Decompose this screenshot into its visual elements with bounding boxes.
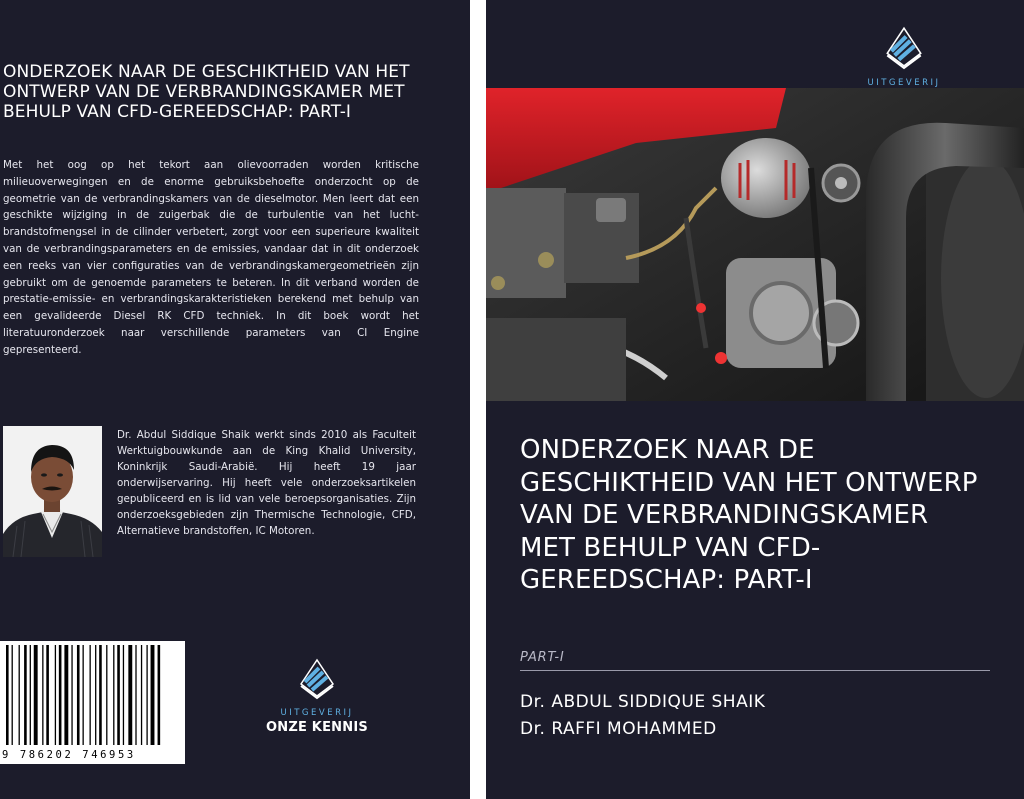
barcode-bar	[113, 645, 114, 745]
author-bio: Dr. Abdul Siddique Shaik werkt sinds 2010 als Faculteit Werktuigbouwkunde aan de King Khalid University, Koninkrijk Saudi-Arabië. Hij heeft 19 jaar onderwijservaring. Hij heeft vele onderzoeksartikelen gepubliceerd en is lid van vele beroepsorganisaties. Zijn onderzoeksgebieden zijn Thermische Technologie, CFD, Alternatieve brandstoffen, IC Motoren.	[117, 429, 416, 537]
back-cover-description: Met het oog op het tekort aan olievoorraden worden kritische milieuoverwegingen en de enorme gebruiksbehoefte onderzocht op de geometrie van de verbrandingskamers van de dieselmotor. Men leert dat een geschikte wijziging in de zuigerbak die de turbulentie van het lucht-brandstofmengsel in de cilinder verbetert, zorgt voor een superieure kwaliteit van de verbrandingsparameters en de emissies, vandaar dat in dit onderzoek een reeks van vier configuraties van de verbrandingskamergeometrieën zijn gebruikt om de genoemde parameters te beteren. In dit verband worden de prestatie-emissie- en verbrandingskarakteristieken berekend met behulp van een gevalideerde Diesel RK CFD techniek. In dit boek wordt het literatuuronderzoek naar verschillende parameters van CI Engine gepresenteerd.	[3, 159, 419, 356]
engine-photo	[486, 88, 1024, 401]
barcode-bar	[128, 645, 132, 745]
publisher-small-label: UITGEVERIJ	[867, 78, 941, 88]
barcode-bar	[123, 645, 124, 745]
back-publisher-logo	[262, 656, 372, 735]
front-cover	[486, 0, 1024, 799]
barcode-bar	[99, 645, 102, 745]
barcode-bar	[19, 645, 20, 745]
barcode-bar	[34, 645, 38, 745]
barcode-bar	[141, 645, 142, 745]
isbn-digits: 9 786202 746953	[2, 749, 136, 761]
barcode-bar	[59, 645, 62, 745]
barcode-bar	[135, 645, 136, 745]
barcode-bar	[6, 645, 9, 745]
front-cover-subtitle: PART-I	[520, 650, 565, 665]
barcode-bar	[64, 645, 68, 745]
author-photo	[3, 426, 102, 557]
barcode-bar	[106, 645, 107, 745]
publisher-logo-icon	[295, 656, 339, 700]
back-cover-title: ONDERZOEK NAAR DE GESCHIKTHEID VAN HET ONTWERP VAN DE VERBRANDINGSKAMER MET BEHULP VAN CFD-GEREEDSCHAP: PART-I	[3, 62, 410, 122]
barcode-bar	[12, 645, 13, 745]
author-name-2: Dr. RAFFI MOHAMMED	[520, 719, 717, 739]
publisher-logo-icon	[881, 24, 927, 70]
title-divider	[520, 670, 990, 671]
barcode-bar	[71, 645, 72, 745]
barcode-bar	[117, 645, 120, 745]
barcode-bar	[55, 645, 56, 745]
barcode-bar	[77, 645, 80, 745]
barcode-bar	[146, 645, 147, 745]
barcode-bar	[90, 645, 91, 745]
barcode-bar	[46, 645, 49, 745]
barcode-bar	[30, 645, 31, 745]
isbn-barcode	[0, 641, 185, 764]
book-spine	[470, 0, 486, 799]
barcode-bar	[95, 645, 96, 745]
publisher-name: ONZE KENNIS	[266, 720, 368, 735]
front-cover-title: ONDERZOEK NAAR DE GESCHIKTHEID VAN HET ONTWERP VAN DE VERBRANDINGSKAMER MET BEHULP VAN CFD-GEREEDSCHAP: PART-I	[520, 435, 978, 596]
barcode-bar	[83, 645, 84, 745]
back-cover	[0, 0, 470, 799]
barcode-bar	[24, 645, 27, 745]
barcode-bar	[151, 645, 155, 745]
publisher-small-label: UITGEVERIJ	[280, 708, 354, 718]
author-name-1: Dr. ABDUL SIDDIQUE SHAIK	[520, 692, 766, 712]
barcode-bar	[158, 645, 161, 745]
barcode-bar	[42, 645, 43, 745]
